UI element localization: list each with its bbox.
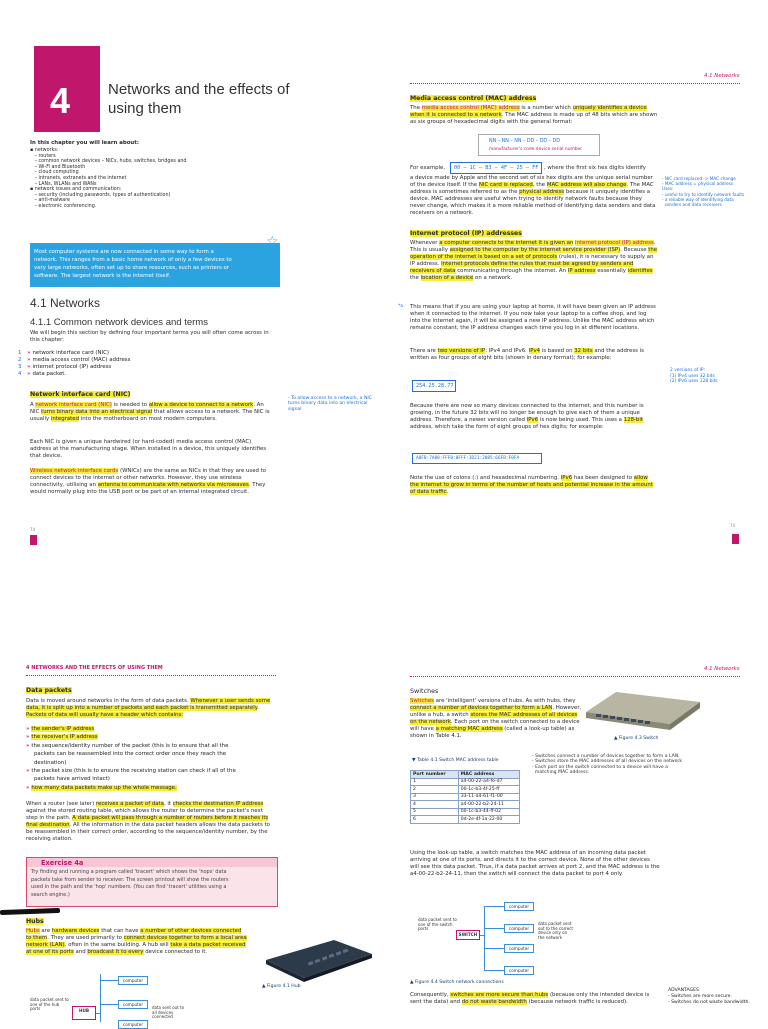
- table-cell: 00-1c-b3-4f-25-ff: [458, 786, 519, 794]
- hub-figure-caption-text: Figure 4.1 Hub: [267, 984, 301, 989]
- bullet-icon: »: [27, 364, 33, 370]
- learn-item: – anti-malware: [30, 198, 71, 204]
- intro-line: very large networks, often set up to share resources, such as printers or: [34, 265, 230, 271]
- table-cell: 4: [411, 801, 459, 809]
- learn-item: – Wi-Fi and Bluetooth: [30, 164, 86, 170]
- packets-heading: [26, 687, 72, 694]
- exercise-line: packets take from sender to receiver. The screen printout will show the routers: [31, 876, 229, 883]
- mac-example-label: For example,: [410, 165, 446, 171]
- page-top-left: [0, 0, 384, 560]
- nic-heading: [30, 391, 130, 398]
- switch-photo: [582, 688, 702, 734]
- switch-figure-caption: ▲ Figure 4.3 Switch: [614, 736, 659, 741]
- exercise-line: Try finding and running a program called 'tracert' which shows the 'hops' data: [31, 869, 227, 875]
- table-cell: 6: [411, 816, 459, 824]
- learn-item: – cloud computing: [30, 170, 79, 176]
- packets-paragraph-2: When a router (see later) receives a packet of data, it checks the destination IP address against the stored routing table, which allows the router to determine the packet's next step in the path. A data packet will pass through a number of routers before it reaches its final destination. All the information in the data packet headers allows the data packets to be reassembled in their correct order, according to the sequence/identity number, by the receiving station.: [26, 801, 270, 842]
- switch-side-note: - Each port on the switch connected to a device will have a: [532, 764, 668, 770]
- packet-bullet-item: [26, 734, 98, 741]
- ip-paragraph-2: This means that if you are using your laptop at home, it will have been given an IP address when it connected to the internet. If you now take your laptop to a coffee shop, and log into the internet again, it will be assigned a new IP address. Unlike the MAC address which remains constant, the IP address changes each time you log in at different locations.: [410, 304, 656, 331]
- mac-paragraph-1: The media access control (MAC) address is a number which uniquely identifies a device when it is connected to a network. The MAC address is made up of 48 bits which are shown as six groups of hexadecimal digits with the general format:: [410, 105, 658, 125]
- switch-diagram-left-note: data packet sent to one of the switch ports: [418, 917, 457, 932]
- packet-bullet-text: the sequence/identity number of the packet (this is to ensure that all the: [31, 742, 229, 749]
- advantage-line: - Switches are more secure.: [668, 994, 732, 999]
- table-row: [411, 801, 520, 809]
- ip-paragraph-5: Note the use of colons (:) and hexadecimal numbering. IPv6 has been designed to allow the internet to grow in terms of the number of hosts and potential increase in the amount of data traffic.: [410, 475, 653, 495]
- mac-table-header-row: [411, 771, 520, 779]
- packet-bullet-item: [26, 743, 228, 750]
- term-item: [18, 364, 111, 371]
- mac-side-note: - a reliable way of identifying data: [662, 196, 734, 202]
- page-marker-right: [732, 534, 739, 544]
- table-cell: 33-11-a4-61-f1-00: [458, 793, 519, 801]
- switch-computer-node: computer: [504, 924, 534, 933]
- mac-paragraph-2: a device made by Apple and the second set of six hex digits are the unique serial number of the device itself. If the NIC card is replaced, the MAC address will also change. The MAC address is sometimes referred to as the physical address because it uniquely identifies a device. MAC addresses are useful when trying to identify network faults because they never change, which makes it a more reliable method of identifying data senders and data receivers on a network.: [410, 175, 656, 216]
- bullet-icon: »: [26, 734, 32, 741]
- term-text: data packet.: [32, 371, 67, 377]
- learn-item: – common network devices – NICs, hubs, switches, bridges and: [30, 159, 187, 165]
- table-cell: a4-00-22-b2-24-11: [458, 801, 519, 809]
- learn-heading: In this chapter you will learn about:: [30, 140, 139, 146]
- switch-link-in: [480, 935, 484, 936]
- running-head-left-rule: [26, 675, 276, 676]
- hub-node: HUB: [72, 1006, 96, 1020]
- subsection-intro: We will begin this section by defining four important terms you will often come across in this chapter:: [30, 330, 269, 343]
- intro-line: network. This ranges from a basic home network of only a few devices to: [34, 257, 232, 263]
- table-header-cell: Port number: [411, 771, 459, 779]
- mac-format-box: [478, 134, 600, 156]
- packet-bullet-text: the receiver's IP address: [31, 734, 98, 741]
- packet-bullet-text: packets can be reassembled into the correct order once they reach the: [34, 751, 227, 758]
- bullet-icon: »: [26, 784, 32, 791]
- hubs-paragraph: Hubs are hardware devices that can have a number of other devices connected to them. They are used primarily to connect devices together to form a local area network (LAN), often in the same building. A hub will take a data packet received at one of its ports and broadcast it to every device connected to it.: [26, 928, 247, 955]
- ip-side-note: 2 versions of IP:: [670, 368, 706, 373]
- term-item: [18, 357, 130, 364]
- table-row: [411, 808, 520, 816]
- intro-box: [30, 243, 280, 287]
- intro-line: Most computer systems are now connected in some way to form a: [34, 249, 214, 255]
- learn-item: ▪ network issues and communication:: [30, 187, 122, 193]
- running-head-right: 4.1 Networks: [704, 73, 740, 79]
- page-number-left: 74: [30, 527, 36, 532]
- switch-node: SWITCH: [456, 930, 480, 940]
- hub-computer-node: computer: [118, 976, 148, 985]
- ip-paragraph-3: There are two versions of IP: IPv4 and IPv6. IPv4 is based on 32 bits and the address is written as four groups of eight bits (shown in denary format); for example:: [410, 348, 644, 361]
- mac-side-note: senders and data receivers: [662, 202, 722, 207]
- mac-table-body: [411, 778, 520, 823]
- ip-side-note: (2) IPv6 uses 128 bits: [670, 379, 718, 385]
- black-marker-stroke: [0, 908, 60, 915]
- table-cell: 5: [411, 808, 459, 816]
- term-number: 1: [18, 350, 24, 356]
- table-cell: 1: [411, 778, 459, 786]
- term-text: internet protocol (IP) address: [32, 364, 112, 370]
- switch-computer-node: computer: [504, 966, 534, 975]
- hubs-heading: [26, 918, 44, 925]
- table-row: [411, 786, 520, 794]
- mac-heading-text: Media access control (MAC) address: [410, 95, 537, 102]
- switch-link-3: [484, 948, 504, 949]
- term-number: 2: [18, 357, 24, 363]
- bullet-icon: »: [27, 350, 33, 356]
- hub-computer-node: computer: [118, 1020, 148, 1029]
- packet-bullet-item: [26, 785, 177, 792]
- hub-link-mid: [100, 1004, 118, 1005]
- switch-side-note: - Switches store the MAC addresses of all devices on the network: [532, 759, 682, 765]
- page-bottom-left: [0, 560, 384, 1027]
- ipv6-example-box: A8FB:7A88:FFF0:0FFF:3D21:2085:66FB:F0FA: [412, 453, 542, 464]
- switch-diagram-right-note: data packet sent out to the correct device only on the network: [538, 921, 573, 940]
- learn-item: – routers: [30, 153, 56, 159]
- nic-paragraph-3: Wireless network interface cards (WNICs) are the same as NICs in that they are used to connect devices to the internet or other networks. However, they use wireless connectivity, utilising an antenna to communicate with networks via microwaves. They would normally plug into the USB port or be part of an internal integrated circuit.: [30, 468, 267, 495]
- packets-paragraph-1: Data is moved around networks in the form of data packets. Whenever a user sends some data, it is split up into a number of packets and each packet is transmitted separately. Packets of data will usually have a header which contains:: [26, 698, 271, 718]
- packet-bullet-item: [26, 751, 226, 758]
- switch-computer-node: computer: [504, 902, 534, 911]
- table-cell: 0d-2e-4f-1a-22-00: [458, 816, 519, 824]
- hub-link-top: [100, 980, 118, 981]
- packet-bullet-item: [26, 768, 236, 775]
- table-row: [411, 816, 520, 824]
- chapter-title: Networks and the effects of using them: [108, 81, 290, 117]
- bullet-icon: »: [27, 357, 33, 363]
- hub-computer-node: computer: [118, 1000, 148, 1009]
- ip-paragraph-1: Whenever a computer connects to the internet it is given an internet protocol (IP) address. This is usually assigned to the computer by the internet service provider (ISP). Because the operation of the internet is based on a set of protocols (rules), it is necessary to supply an IP address. Internet protocols define the rules that must be agreed by senders and receivers of data communicating through the internet. An IP address essentially identifies the location of a device on a network.: [410, 240, 658, 281]
- hub-diagram-right-note: data sent out to all devices connected: [152, 1005, 185, 1020]
- table-row: [411, 793, 520, 801]
- intro-line: software. The largest network is the internet itself.: [34, 273, 171, 279]
- packet-bullet-item: [26, 776, 110, 783]
- learn-item: – electronic conferencing.: [30, 204, 97, 209]
- switch-link-1: [484, 906, 504, 907]
- hub-link-in: [96, 1013, 100, 1014]
- packet-bullet-text: the packet size (this is to ensure the receiving station can check if all of the: [31, 768, 236, 774]
- nic-heading-text: Network interface card (NIC): [30, 391, 131, 398]
- packet-bullet-text: packets have arrived intact): [34, 776, 110, 783]
- nic-side-note: - To allow access to a network, a NIC turns binary data into an electrical signal: [288, 396, 372, 412]
- switches-paragraph: Switches are 'intelligent' versions of hubs. As with hubs, they connect a number of devices together to form a LAN. However, unlike a hub, a switch stores the MAC addresses of all devices on the network. Each port on the switch connected to a device will have a matching MAC address (called a look-up table) as shown in Table 4.1.: [410, 698, 582, 739]
- nic-paragraph-2: Each NIC is given a unique hardwired (or hard-coded) media access control (MAC) address at the manufacturing stage. When installed in a device, this uniquely identifies that device.: [30, 439, 267, 459]
- running-head-rule: [410, 83, 740, 84]
- switch-connections-caption-text: Figure 4.4 Switch network connections: [415, 980, 504, 985]
- table-cell: a4-00-22-a4-fe-d7: [458, 778, 519, 786]
- switch-diagram: [410, 894, 630, 980]
- switch-connections-caption: ▲ Figure 4.4 Switch network connections: [410, 980, 504, 985]
- packet-bullet-text: the sender's IP address: [31, 726, 95, 732]
- nic-paragraph-1: A network interface card (NIC) is needed to allow a device to connect to a network. An NIC turns binary data into an electrical signal that allows access to a network. The NIC is usually integrated into the motherboard on most modern computers.: [30, 402, 270, 422]
- learn-item: – intranets, extranets and the internet: [30, 176, 127, 181]
- switch-computer-node: computer: [504, 944, 534, 953]
- page-bottom-right: [384, 560, 768, 1024]
- table-header-cell: MAC address: [458, 771, 519, 779]
- packet-bullet-text: destination): [34, 759, 67, 766]
- mac-side-note: - MAC address = physical address: [662, 181, 734, 187]
- packet-bullet-item: [26, 726, 94, 733]
- packet-bullet-text: how many data packets make up the whole message.: [31, 784, 177, 791]
- mac-heading: [410, 95, 536, 102]
- running-head-left: 4 NETWORKS AND THE EFFECTS OF USING THEM: [26, 665, 163, 671]
- star-decoration-icon: ☆: [266, 234, 279, 250]
- packets-heading-text: Data packets: [26, 687, 72, 694]
- ip-heading-text: Internet protocol (IP) addresses: [410, 230, 522, 237]
- running-head-right-lower-rule: [410, 676, 740, 677]
- table-caption-text: Table 4.1 Switch MAC address table: [417, 758, 499, 763]
- mac-format-legend: manufacturer's code device serial number: [489, 147, 583, 152]
- page-marker-left: [30, 535, 37, 545]
- learn-box: [30, 136, 278, 236]
- exercise-line: search engine.): [31, 891, 70, 898]
- exercise-box: [26, 857, 278, 907]
- term-item: [18, 371, 66, 378]
- ipv4-example-box: 254.25.28.77: [412, 380, 456, 392]
- hub-photo: [260, 932, 376, 984]
- switches-heading: Switches: [410, 687, 439, 695]
- switch-link-vertical: [484, 906, 485, 970]
- hub-diagram-left-note: data packet sent to one of the hub ports: [30, 997, 69, 1012]
- table-row: [411, 778, 520, 786]
- chapter-number: 4: [50, 80, 71, 121]
- page-top-right: [384, 0, 768, 560]
- mac-example-box: 00 – 1C – B3 – 4F – 25 – FF: [450, 162, 542, 174]
- bullet-icon: »: [26, 768, 32, 774]
- bullet-icon: »: [26, 742, 32, 749]
- term-number: 3: [18, 364, 24, 370]
- table-cell: 00-1c-b3-44-ff-02: [458, 808, 519, 816]
- switch-link-4: [484, 970, 504, 971]
- ip-paragraph-4: Because there are now so many devices connected to the internet, and this number is growing, in the future 32 bits will no longer be enough to give each of them a unique address. Therefore, a newer version called IPv6 is now being used. This uses a 128-bit address, which take the form of eight groups of hex digits; for example:: [410, 403, 644, 430]
- switch-link-2: [484, 928, 504, 929]
- switches-paragraph-2: Using the look-up table, a switch matches the MAC address of an incoming data packet arriving at one of its ports, and directs it to the correct device. None of the other devices will see this data packet. Thus, if a data packet arrives at port 2, and the MAC address is the a4-00-22-b2-24-11, then the switch will connect the data packet to port 4 only.: [410, 850, 660, 877]
- hub-figure-caption: ▲ Figure 4.1 Hub: [262, 984, 301, 989]
- term-text: media access control (MAC) address: [32, 357, 131, 363]
- learn-item: – security (including passwords, types of authentication): [30, 192, 171, 198]
- hubs-heading-text: Hubs: [26, 918, 44, 925]
- table-cell: 3: [411, 793, 459, 801]
- advantage-line: ADVANTAGES: [668, 988, 699, 993]
- running-head-right-lower: 4.1 Networks: [704, 666, 740, 672]
- switches-paragraph-3: Consequently, switches are more secure than hubs (because only the intended device is sent the data) and do not waste bandwidth (because network traffic is reduced).: [410, 992, 650, 1005]
- switch-side-note: matching MAC address.: [532, 770, 590, 776]
- switch-side-note: - Switches connect a number of devices together to form a LAN.: [532, 754, 680, 759]
- term-number: 4: [18, 371, 24, 377]
- subsection-heading: 4.1.1 Common network devices and terms: [30, 317, 208, 328]
- mac-address-table: [410, 770, 520, 824]
- bullet-icon: »: [26, 726, 32, 732]
- mac-side-note: Uses:: [662, 186, 674, 192]
- advantage-line: - Switches do not waste bandwidth.: [668, 1000, 750, 1005]
- exercise-line: used in the path and the 'hop' numbers. (You can find 'tracert' utilities using a: [31, 884, 227, 891]
- exercise-title: Exercise 4a: [41, 859, 84, 867]
- learn-item: – LANs, WLANs and WANs: [30, 181, 97, 187]
- hub-diagram: [26, 972, 246, 1027]
- packet-bullet-item: [26, 760, 66, 767]
- section-heading: 4.1 Networks: [30, 296, 101, 310]
- mac-example-tail: , where the first six hex digits identify: [544, 165, 646, 171]
- table-caption: ▼ Table 4.1 Switch MAC address table: [412, 758, 499, 763]
- ip-side-note: (1) IPv4 uses 32 bits: [670, 373, 715, 379]
- learn-item: ▪ networks:: [30, 148, 59, 153]
- term-text: network interface card (NIC): [32, 350, 109, 356]
- term-item: [18, 350, 109, 357]
- mac-side-note: - NIC card replaced -> MAC change: [662, 176, 736, 181]
- mac-format-line: NN – NN – NN – DD – DD – DD: [489, 139, 560, 144]
- switch-figure-caption-text: Figure 4.3 Switch: [619, 736, 659, 741]
- table-cell: 2: [411, 786, 459, 794]
- bullet-icon: »: [27, 371, 33, 377]
- page-number-right: 74: [730, 523, 736, 528]
- hub-link-vertical: [100, 974, 101, 1022]
- mac-side-note: - useful to try to identify network faults: [662, 191, 745, 197]
- ip-heading: [410, 230, 522, 237]
- ip-margin-marker: *a: [398, 304, 404, 309]
